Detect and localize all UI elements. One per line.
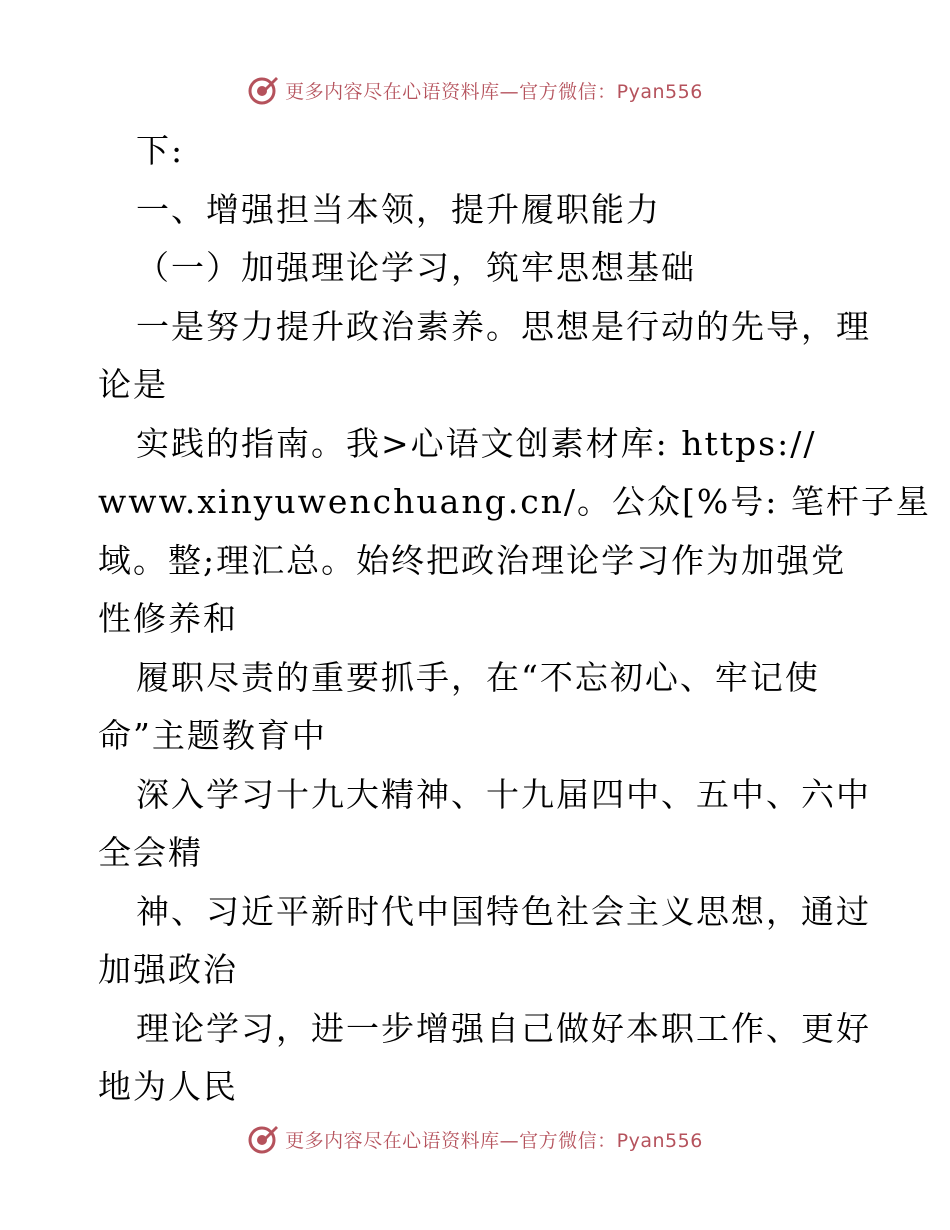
body-line: 一是努力提升政治素养。思想是行动的先导，理 bbox=[136, 306, 871, 346]
body-line: 加强政治 bbox=[98, 950, 238, 989]
body-line: 实践的指南。我>心语文创素材库: https:// bbox=[136, 423, 817, 463]
body-line: 下: bbox=[136, 131, 185, 170]
body-line: 履职尽责的重要抓手，在“不忘初心、牢记使 bbox=[136, 657, 820, 697]
body-line: 全会精 bbox=[98, 833, 203, 872]
quill-circle-logo-icon bbox=[247, 1123, 279, 1155]
document-body bbox=[98, 122, 931, 1117]
subsection-heading: （一）加强理论学习，筑牢思想基础 bbox=[136, 248, 696, 287]
quill-circle-logo-icon bbox=[247, 74, 279, 106]
header-banner bbox=[0, 70, 950, 110]
body-line: 神、习近平新时代中国特色社会主义思想，通过 bbox=[136, 891, 871, 931]
body-line: 性修养和 bbox=[98, 599, 238, 638]
body-line: 理论学习，进一步增强自己做好本职工作、更好 bbox=[136, 1008, 871, 1048]
body-line: 深入学习十九大精神、十九届四中、五中、六中 bbox=[136, 774, 871, 814]
footer-banner-text: 更多内容尽在心语资料库—官方微信：Pyan556 bbox=[285, 1129, 703, 1152]
body-line: 论是 bbox=[98, 365, 168, 404]
body-line: 地为人民 bbox=[98, 1067, 238, 1106]
section-heading: 一、增强担当本领，提升履职能力 bbox=[136, 189, 661, 229]
header-banner-text: 更多内容尽在心语资料库—官方微信：Pyan556 bbox=[285, 80, 703, 103]
body-line: www.xinyuwenchuang.cn/。公众[%号: 笔杆子星 bbox=[98, 482, 931, 521]
footer-banner bbox=[0, 1119, 950, 1159]
body-line: 域。整;理汇总。始终把政治理论学习作为加强党 bbox=[98, 540, 847, 580]
body-line: 命”主题教育中 bbox=[98, 716, 327, 755]
